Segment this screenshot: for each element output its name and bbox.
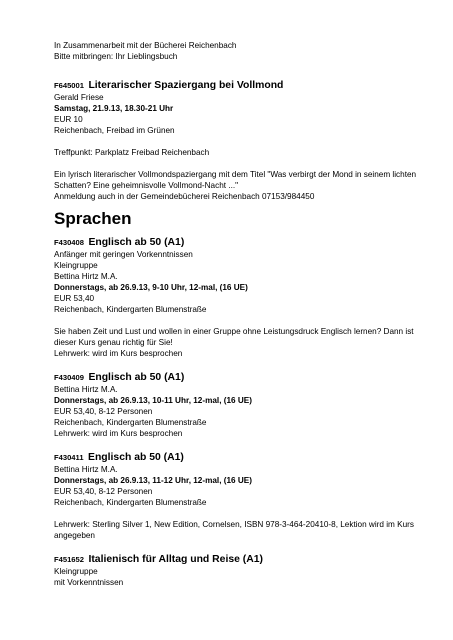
intro-line: Bitte mitbringen: Ihr Lieblingsbuch (54, 52, 178, 61)
course-textbook: Lehrwerk: wird im Kurs besprochen (54, 429, 183, 438)
course-heading (54, 551, 414, 566)
course-description: angegeben (54, 531, 95, 540)
intro-line: In Zusammenarbeit mit der Bücherei Reichenbach (54, 41, 237, 50)
course-detail: mit Vorkenntnissen (54, 578, 124, 587)
course-description: Sie haben Zeit und Lust und wollen in einer Gruppe ohne Leistungsdruck Englisch lernen? Dann ist (54, 327, 414, 336)
course-meeting-point: Treffpunkt: Parkplatz Freibad Reichenbach (54, 148, 210, 157)
course-description: Ein lyrisch literarischer Vollmondspaziergang mit dem Titel "Was verbirgt der Mond in seinem lichten (54, 170, 417, 179)
course-location: Reichenbach, Freibad im Grünen (54, 126, 175, 135)
course-description: Lehrwerk: wird im Kurs besprochen (54, 349, 183, 358)
course-title: Englisch ab 50 (A1) (88, 372, 185, 383)
course-description: Lehrwerk: Sterling Silver 1, New Edition, Cornelsen, ISBN 978-3-464-20410-8, Lektion wird im Kurs (54, 520, 414, 529)
course-block (54, 449, 414, 541)
course-location: Reichenbach, Kindergarten Blumenstraße (54, 305, 207, 314)
course-date: Samstag, 21.9.13, 18.30-21 Uhr (54, 104, 174, 113)
course-detail: Kleingruppe (54, 567, 98, 576)
course-code: F430409 (54, 373, 84, 382)
course-description: Anmeldung auch in der Gemeindebücherei Reichenbach 07153/984450 (54, 192, 315, 201)
course-date: Donnerstags, ab 26.9.13, 11-12 Uhr, 12-mal, (16 UE) (54, 476, 252, 485)
section-title: Sprachen (54, 209, 132, 228)
course-code: F430408 (54, 238, 84, 247)
course-instructor: Bettina Hirtz M.A. (54, 385, 118, 394)
course-price: EUR 53,40, 8-12 Personen (54, 407, 153, 416)
course-location: Reichenbach, Kindergarten Blumenstraße (54, 418, 207, 427)
course-block (54, 77, 417, 202)
course-code: F451652 (54, 555, 84, 564)
course-price: EUR 10 (54, 115, 83, 124)
course-detail: Anfänger mit geringen Vorkenntnissen (54, 250, 193, 259)
document-page (54, 40, 417, 588)
course-heading (54, 234, 414, 249)
course-title: Englisch ab 50 (A1) (88, 237, 185, 248)
course-description: Schatten? Eine geheimnisvolle Vollmond-Nacht ..." (54, 181, 239, 190)
course-title: Italienisch für Alltag und Reise (A1) (88, 554, 263, 565)
course-title: Englisch ab 50 (A1) (88, 452, 184, 463)
course-code: F430411 (54, 453, 84, 462)
course-detail: Kleingruppe (54, 261, 98, 270)
course-description: dieser Kurs genau richtig für Sie! (54, 338, 173, 347)
course-code: F645001 (54, 81, 84, 90)
course-location: Reichenbach, Kindergarten Blumenstraße (54, 498, 207, 507)
course-heading (54, 369, 414, 384)
course-block (54, 551, 414, 588)
course-block (54, 234, 414, 359)
course-heading (54, 77, 414, 92)
course-price: EUR 53,40 (54, 294, 95, 303)
course-date: Donnerstags, ab 26.9.13, 9-10 Uhr, 12-mal, (16 UE) (54, 283, 248, 292)
course-block (54, 369, 414, 439)
course-instructor: Gerald Friese (54, 93, 104, 102)
course-price: EUR 53,40, 8-12 Personen (54, 487, 153, 496)
course-heading (54, 449, 414, 464)
course-instructor: Bettina Hirtz M.A. (54, 272, 118, 281)
course-instructor: Bettina Hirtz M.A. (54, 465, 118, 474)
course-title: Literarischer Spaziergang bei Vollmond (88, 80, 284, 91)
course-date: Donnerstags, ab 26.9.13, 10-11 Uhr, 12-mal, (16 UE) (54, 396, 252, 405)
